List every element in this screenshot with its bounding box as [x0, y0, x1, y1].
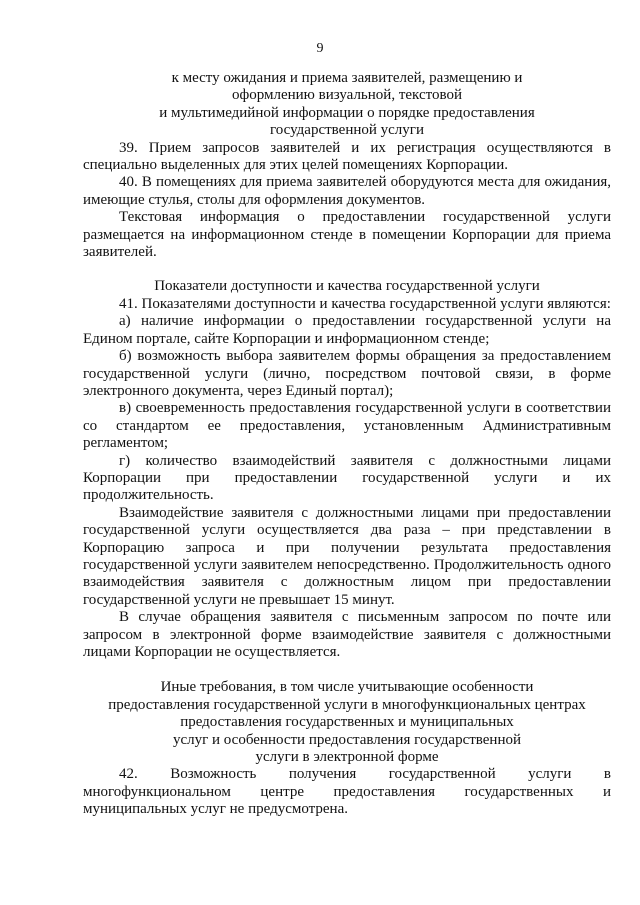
heading-line: государственной услуги — [270, 122, 424, 139]
page-number: 9 — [316, 41, 324, 56]
blank-line — [83, 261, 611, 278]
paragraph-mail-request: В случае обращения заявителя с письменным запросом по почте или запросом в электронной форме взаимодействие заявителя с должностными лицами Корпорации не осуществляется. — [83, 609, 611, 660]
paragraph-41b: б) возможность выбора заявителем формы обращения за предоставлением государственной услуги (лично, посредством почтовой связи, в форме электронного документа, через Единый портал); — [83, 348, 611, 399]
heading-line: предоставления государственных и муниципальных — [180, 714, 514, 731]
paragraph-42: 42. Возможность получения государственной услуги в многофункциональном центре предоставления государственных и муниципальных услуг не предусмотрена. — [83, 766, 611, 818]
section-heading-other-requirements — [83, 679, 611, 766]
heading-line: оформлению визуальной, текстовой — [232, 87, 462, 104]
heading-line: и мультимедийной информации о порядке предоставления — [159, 104, 535, 121]
heading-line: Иные требования, в том числе учитывающие особенности — [160, 679, 534, 696]
paragraph-39: 39. Прием запросов заявителей и их регистрация осуществляются в специально выделенных для этих целей помещениях Корпорации. — [83, 139, 611, 174]
paragraph-interaction: Взаимодействие заявителя с должностными лицами при предоставлении государственной услуги осуществляется два раза – при представлении в Корпорацию запроса и при получении результата предоставления государственной услуги заявителем непосредственно. Продолжительность одного взаимодействия заявителя с должностным лицом при предоставлении государственной услуги не превышает 15 минут. — [83, 504, 611, 608]
heading-line: услуг и особенности предоставления государственной — [172, 731, 522, 748]
section-heading-premises — [83, 70, 611, 140]
paragraph-41: 41. Показателями доступности и качества государственной услуги являются: — [119, 295, 611, 312]
paragraph-41g: г) количество взаимодействий заявителя с должностными лицами Корпорации при предоставлении государственной услуги и их продолжительность. — [83, 452, 611, 504]
paragraph-40: 40. В помещениях для приема заявителей оборудуются места для ожидания, имеющие стулья, столы для оформления документов. — [83, 174, 611, 208]
section-heading-accessibility: Показатели доступности и качества государственной услуги — [154, 278, 540, 295]
document-body — [83, 70, 611, 819]
paragraph-text-info: Текстовая информация о предоставлении государственной услуги размещается на информационном стенде в помещении Корпорации для приема заявителей. — [83, 209, 611, 261]
paragraph-41a: а) наличие информации о предоставлении государственной услуги на Едином портале, сайте Корпорации и информационном стенде; — [83, 313, 611, 347]
paragraph-41v: в) своевременность предоставления государственной услуги в соответствии со стандартом ее предоставления, установленным Административным регламентом; — [83, 400, 611, 452]
heading-line: предоставления государственной услуги в многофункциональных центрах — [108, 696, 586, 713]
heading-line: услуги в электронной форме — [255, 749, 439, 766]
heading-line: к месту ожидания и приема заявителей, размещению и — [171, 70, 523, 86]
blank-line — [83, 661, 611, 679]
